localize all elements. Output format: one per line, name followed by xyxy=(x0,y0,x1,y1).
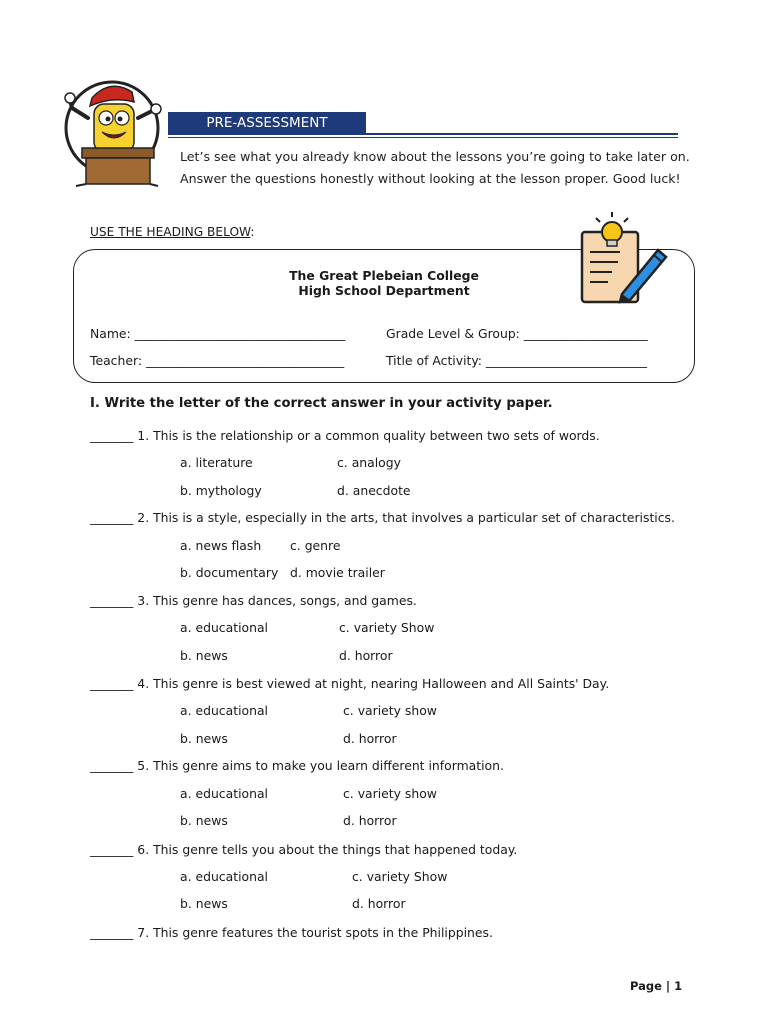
option-3a: a. educational xyxy=(180,620,268,635)
section-title: I. Write the letter of the correct answer in your activity paper. xyxy=(90,396,553,411)
question-7: _______ 7. This genre features the tourist spots in the Philippines. xyxy=(90,925,493,940)
question-5: _______ 5. This genre aims to make you learn different information. xyxy=(90,758,504,773)
option-2d: d. movie trailer xyxy=(290,565,385,580)
option-3b: b. news xyxy=(180,648,228,663)
question-2: _______ 2. This is a style, especially in the arts, that involves a particular set of characteristics. xyxy=(90,510,675,525)
banner-title: PRE-ASSESSMENT xyxy=(168,112,366,135)
option-1b: b. mythology xyxy=(180,483,262,498)
question-6: _______ 6. This genre tells you about the things that happened today. xyxy=(90,842,518,857)
option-4a: a. educational xyxy=(180,703,268,718)
name-field[interactable]: Name: __________________________________ xyxy=(90,326,346,341)
option-4d: d. horror xyxy=(343,731,397,746)
option-5b: b. news xyxy=(180,813,228,828)
option-6d: d. horror xyxy=(352,896,406,911)
intro-text-line-1: Let’s see what you already know about the lessons you’re going to take later on. xyxy=(180,149,690,164)
option-4b: b. news xyxy=(180,731,228,746)
option-1c: c. analogy xyxy=(337,455,401,470)
page-number: Page | 1 xyxy=(630,979,683,993)
option-2c: c. genre xyxy=(290,538,341,553)
grade-level-field[interactable]: Grade Level & Group: ____________________ xyxy=(386,326,648,341)
option-4c: c. variety show xyxy=(343,703,437,718)
activity-title-field[interactable]: Title of Activity: __________________________ xyxy=(386,353,648,368)
option-6b: b. news xyxy=(180,896,228,911)
option-2a: a. news flash xyxy=(180,538,262,553)
heading-instruction: USE THE HEADING BELOW: xyxy=(90,225,255,239)
option-3d: d. horror xyxy=(339,648,393,663)
option-1a: a. literature xyxy=(180,455,253,470)
option-3c: c. variety Show xyxy=(339,620,435,635)
option-6a: a. educational xyxy=(180,869,268,884)
option-6c: c. variety Show xyxy=(352,869,448,884)
option-2b: b. documentary xyxy=(180,565,279,580)
banner-rule-thin xyxy=(168,137,678,138)
intro-text-line-2: Answer the questions honestly without looking at the lesson proper. Good luck! xyxy=(180,171,681,186)
option-5a: a. educational xyxy=(180,786,268,801)
option-5c: c. variety show xyxy=(343,786,437,801)
teacher-field[interactable]: Teacher: ________________________________ xyxy=(90,353,345,368)
option-1d: d. anecdote xyxy=(337,483,411,498)
question-1: _______ 1. This is the relationship or a common quality between two sets of words. xyxy=(90,428,600,443)
option-5d: d. horror xyxy=(343,813,397,828)
question-4: _______ 4. This genre is best viewed at night, nearing Halloween and All Saints' Day. xyxy=(90,676,610,691)
mascot-illustration xyxy=(62,78,172,188)
question-3: _______ 3. This genre has dances, songs, and games. xyxy=(90,593,417,608)
department-name: High School Department xyxy=(298,283,470,298)
school-name: The Great Plebeian College xyxy=(289,268,479,283)
banner-rule xyxy=(366,133,678,135)
